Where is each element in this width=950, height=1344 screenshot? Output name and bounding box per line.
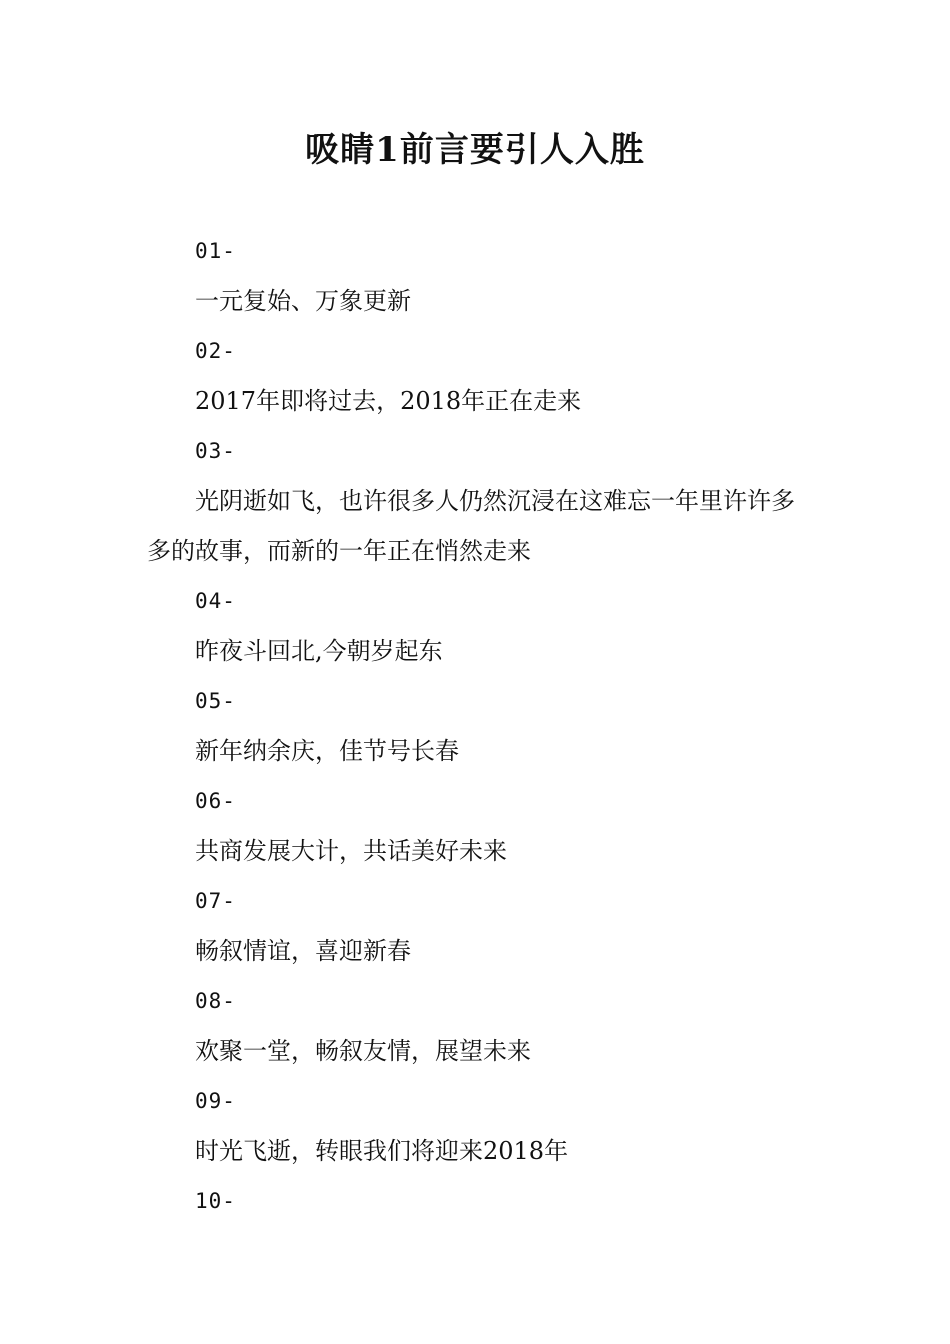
- document-title: 吸睛1前言要引人入胜: [305, 130, 645, 170]
- section-number: 10-: [195, 1189, 236, 1213]
- section-number: 08-: [195, 989, 236, 1013]
- paragraph: 欢聚一堂，畅叙友情，展望未来: [195, 1037, 531, 1065]
- paragraph: 新年纳余庆，佳节号长春: [195, 737, 459, 765]
- section-number: 05-: [195, 689, 236, 713]
- document-body: [147, 226, 812, 1226]
- section-number: 06-: [195, 789, 236, 813]
- paragraph: 2017年即将过去，2018年正在走来: [195, 387, 582, 415]
- paragraph: 光阴逝如飞，也许很多人仍然沉浸在这难忘一年里许许多多的故事，而新的一年正在悄然走来: [147, 487, 795, 565]
- section-number: 04-: [195, 589, 236, 613]
- paragraph: 时光飞逝，转眼我们将迎来2018年: [195, 1137, 569, 1165]
- paragraph: 一元复始、万象更新: [195, 287, 411, 315]
- section-number: 07-: [195, 889, 236, 913]
- section-number: 01-: [195, 239, 236, 263]
- section-number: 02-: [195, 339, 236, 363]
- paragraph: 昨夜斗回北,今朝岁起东: [195, 637, 443, 665]
- paragraph: 畅叙情谊，喜迎新春: [195, 937, 411, 965]
- paragraph: 共商发展大计，共话美好未来: [195, 837, 507, 865]
- section-number: 09-: [195, 1089, 236, 1113]
- section-number: 03-: [195, 439, 236, 463]
